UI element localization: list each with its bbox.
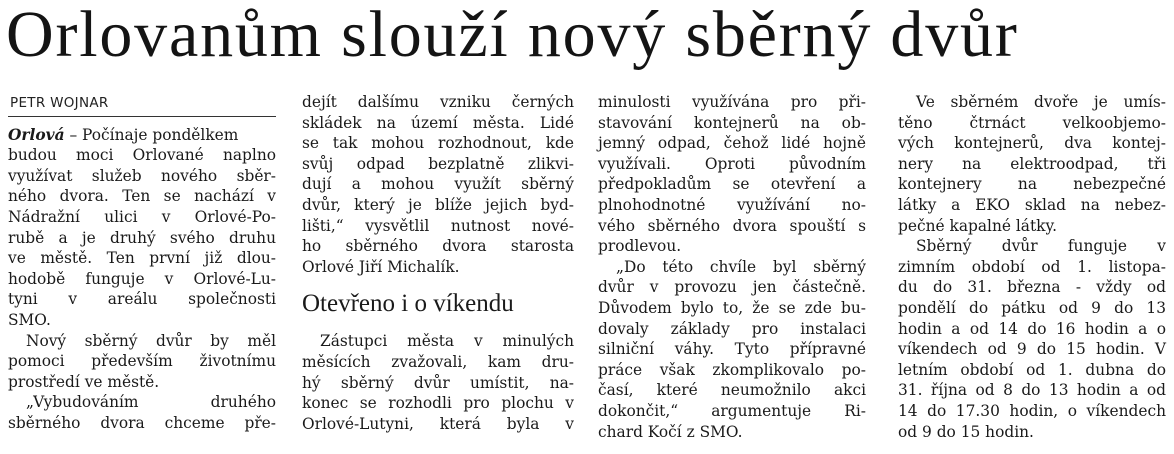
text-line: práce však zkomplikovalo po- [598, 360, 866, 379]
text-line: časí, které neumožnilo akci [598, 381, 866, 400]
text-line: dovaly základy pro instalaci [598, 319, 866, 338]
text-line: Nový sběrný dvůr by měl [26, 331, 276, 350]
text-line: rubě a je druhý svého druhu [8, 228, 276, 247]
text-line: dokončit,“ argumentuje Ri- [598, 401, 866, 420]
text-line: vých kontejnerů, dva kontej- [898, 134, 1166, 153]
text-line: Orlové Jiří Michalík. [302, 257, 460, 276]
text-line: lišti,“ vysvětlil nutnost nové- [302, 216, 574, 235]
text-line: jemný odpad, čehož lidé hojně [598, 134, 866, 153]
text-line: prostředí ve městě. [8, 372, 160, 391]
text-line: kontejnery na nebezpečné [898, 175, 1166, 194]
text-line: chard Kočí z SMO. [598, 422, 743, 441]
text-line: měsících zvažovali, kam dru- [302, 352, 574, 371]
text-line: konec se rozhodli pro plochu v [302, 394, 574, 413]
text-line: se tak mohou rozhodnout, kde [302, 134, 574, 153]
text-line: nery na elektroodpad, tři [898, 154, 1166, 173]
text-line: skládek na území města. Lidé [302, 113, 574, 132]
text-line: Orlové-Lutyni, která byla v [302, 414, 574, 433]
column-1 [8, 92, 276, 434]
text-line: svůj odpad bezplatně zlikvi- [302, 154, 574, 173]
text-line: prodlevou. [598, 237, 682, 256]
headline: Orlovanům slouží nový sběrný dvůr [6, 0, 1019, 71]
text-line: pomoci především životnímu [8, 352, 276, 371]
text-line: 14 do 17.30 hodin, o víkendech [898, 401, 1166, 420]
text-line: plnohodnotné využívání no- [598, 195, 866, 214]
text-line: těno čtrnáct velkoobjemo- [898, 113, 1166, 132]
text-line: dují a mohou využít sběrný [302, 175, 574, 194]
column-3 [598, 92, 866, 442]
text-line: zimním období od 1. listopa- [898, 257, 1166, 276]
text-line: „Vybudováním druhého [26, 393, 276, 412]
text-line: vého sběrného dvora spouští s [598, 216, 866, 235]
text-line: látky a EKO sklad na nebez- [898, 195, 1166, 214]
text-line: Důvodem bylo to, že se zde bu- [598, 298, 866, 317]
text-line: předpokladům se otevření a [598, 175, 866, 194]
text-line: 31. října od 8 do 13 hodin a od [898, 381, 1166, 400]
text-line: budou moci Orlované naplno [8, 146, 276, 165]
byline: PETR WOJNAR [8, 92, 276, 117]
text-line: silniční váhy. Tyto přípravné [598, 340, 866, 359]
dateline-place: Orlová [8, 125, 65, 144]
text-line: Zástupci města v minulých [320, 332, 574, 351]
subheading: Otevřeno i o víkendu [302, 290, 514, 318]
column-4 [898, 92, 1166, 442]
text-line: ného dvora. Ten se nachází v [8, 187, 276, 206]
text-line: hý sběrný dvůr umístit, na- [302, 373, 574, 392]
text-line: SMO. [8, 310, 51, 329]
text-line: minulosti využívána pro při- [598, 93, 866, 111]
text-line: hodin a od 14 do 16 hodin a o [898, 319, 1166, 338]
text-line: tyni v areálu společnosti [8, 290, 276, 309]
text-line: pondělí do pátku od 9 do 13 [898, 298, 1166, 317]
text-line: dejít dalšímu vzniku černých [302, 93, 574, 111]
text-line: „Do této chvíle byl sběrný [616, 257, 866, 276]
text-line: letním období od 1. dubna do [898, 360, 1166, 379]
text-line: víkendech od 9 do 15 hodin. V [898, 340, 1166, 359]
text-line: dvůr v provozu jen částečně. [598, 278, 866, 297]
text-line: ho sběrného dvora starosta [302, 237, 574, 256]
text-line: Nádražní ulici v Orlové-Po- [8, 207, 276, 226]
text-line: Sběrný dvůr funguje v [916, 237, 1166, 256]
text-line: du do 31. března - vždy od [898, 278, 1166, 297]
text-line: stavování kontejnerů na ob- [598, 113, 866, 132]
text-line: využívali. Oproti původním [598, 154, 866, 173]
text-line: dvůr, který je blíže jejich byd- [302, 195, 574, 214]
text-line: Ve sběrném dvoře je umís- [916, 93, 1166, 111]
text-line: ve městě. Ten první již dlou- [8, 249, 276, 268]
text-line: hodobě funguje v Orlové-Lu- [8, 269, 276, 288]
text-line: Orlová – Počínaje pondělkem [8, 125, 239, 144]
text-line: pečné kapalné látky. [898, 216, 1058, 235]
text-line: sběrného dvora chceme pře- [8, 413, 276, 432]
column-2 [302, 92, 574, 434]
text-line: od 9 do 15 hodin. [898, 422, 1034, 441]
text-line: využívat služeb nového sběr- [8, 166, 276, 185]
